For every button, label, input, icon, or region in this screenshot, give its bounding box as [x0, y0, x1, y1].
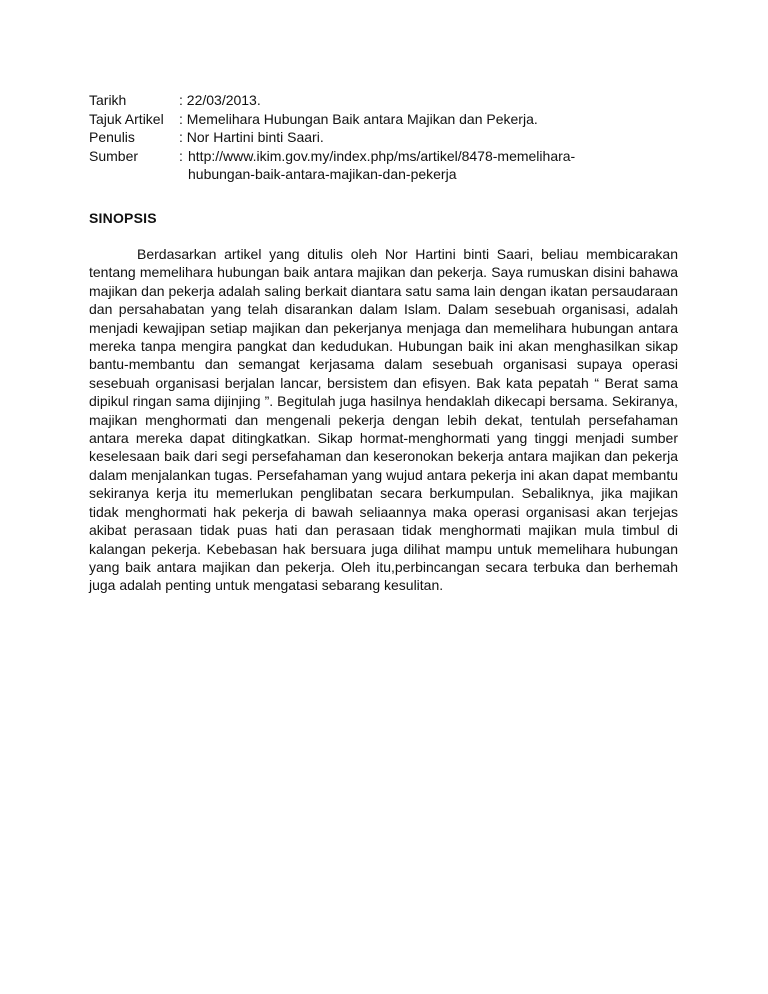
- meta-row-source: [89, 147, 689, 184]
- meta-value-author: : Nor Hartini binti Saari.: [179, 129, 324, 145]
- meta-source-url: [188, 147, 689, 184]
- meta-row-title: [89, 110, 689, 129]
- meta-source-url-line-2: hubungan-baik-antara-majikan-dan-pekerja: [188, 166, 457, 182]
- meta-source-colon: :: [179, 147, 183, 164]
- meta-value-title: : Memelihara Hubungan Baik antara Majikan dan Pekerja.: [179, 110, 538, 127]
- meta-row-author: [89, 128, 689, 147]
- meta-row-date: [89, 91, 689, 110]
- meta-label-title: Tajuk Artikel: [89, 110, 164, 127]
- meta-value-date: : 22/03/2013.: [179, 92, 261, 108]
- meta-label-author: Penulis: [89, 129, 135, 145]
- meta-source-url-line-1: http://www.ikim.gov.my/index.php/ms/artikel/8478-memelihara-: [188, 147, 576, 164]
- meta-value-source: [179, 147, 689, 184]
- synopsis-heading: SINOPSIS: [89, 210, 157, 226]
- meta-label-source: Sumber: [89, 147, 139, 164]
- article-metadata: [89, 91, 689, 184]
- synopsis-paragraph: Berdasarkan artikel yang ditulis oleh Nor Hartini binti Saari, beliau membicarakan tentang memelihara hubungan baik antara majikan dan pekerja. Saya rumuskan disini bahawa majikan dan pekerja adalah saling berkait diantara satu sama lain dengan ikatan persaudaraan dan persahabatan yang telah disarankan dalam Islam. Dalam sesebuah organisasi, adalah menjadi kewajipan setiap majikan dan pekerjanya menjaga dan memelihara hubungan antara mereka tanpa mengira pangkat dan kedudukan. Hubungan baik ini akan menghasilkan sikap bantu-membantu dan semangat kerjasama dalam sesebuah organisasi supaya operasi sesebuah organisasi berjalan lancar, bersistem dan efisyen. Bak kata pepatah “ Berat sama dipikul ringan sama dijinjing ”. Begitulah juga hasilnya hendaklah dikecapi bersama. Sekiranya, majikan menghormati dan mengenali pekerja dengan lebih dekat, tentulah persefahaman antara mereka dapat ditingkatkan. Sikap hormat-menghormati yang tinggi menjadi sumber keselesaan baik dari segi persefahaman dan keseronokan bekerja antara majikan dan pekerja dalam menjalankan tugas. Persefahaman yang wujud antara pekerja ini akan dapat membantu sekiranya kerja itu memerlukan penglibatan secara berkumpulan. Sebaliknya, jika majikan tidak menghormati hak pekerja di bawah seliaannya maka operasi organisasi akan terjejas akibat perasaan tidak puas hati dan perasaan tidak menghormati majikan mula timbul di kalangan pekerja. Kebebasan hak bersuara juga dilihat mampu untuk memelihara hubungan yang baik antara majikan dan pekerja. Oleh itu,perbincangan secara terbuka dan berhemah juga adalah penting untuk mengatasi sebarang kesulitan.: [89, 246, 678, 594]
- meta-label-date: Tarikh: [89, 92, 127, 108]
